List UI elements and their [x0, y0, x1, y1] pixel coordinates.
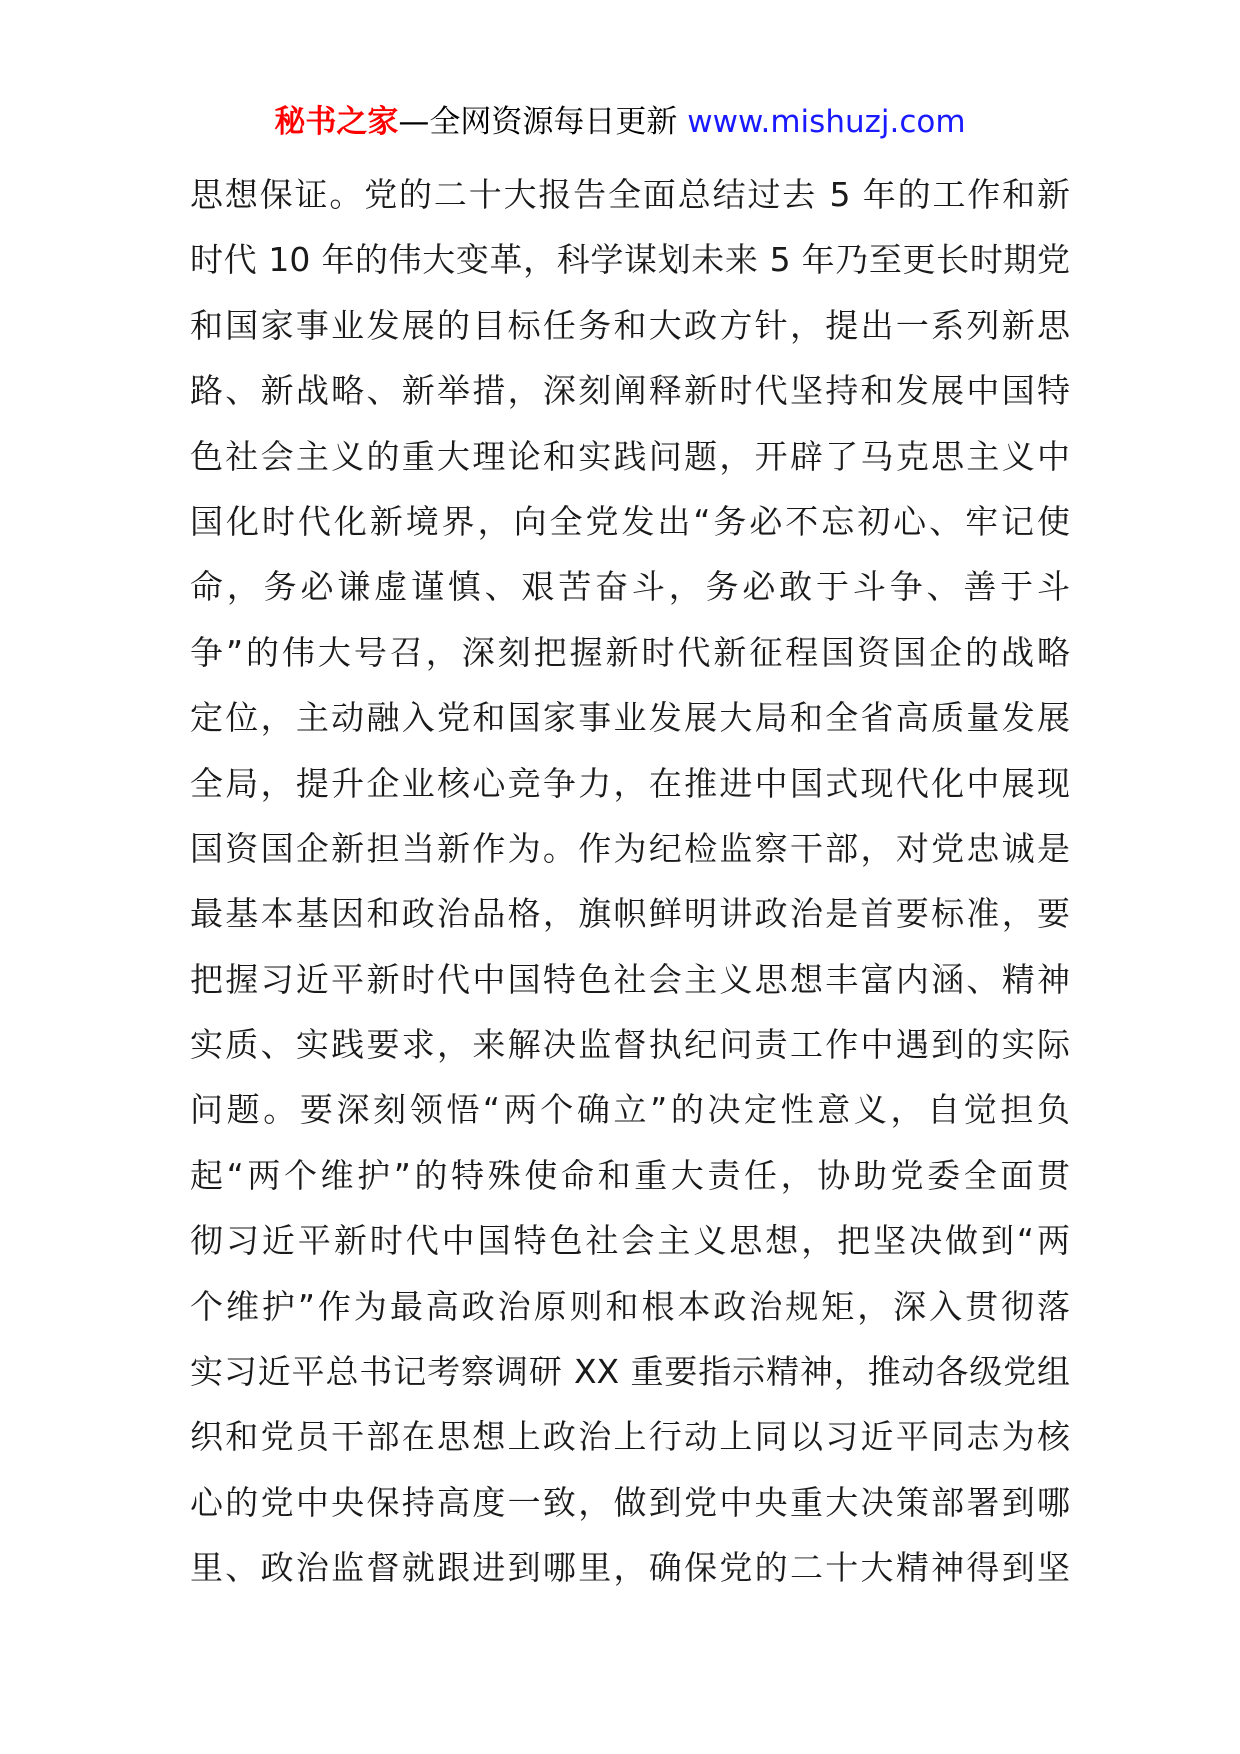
body-text-line: 和国家事业发展的目标任务和大政方针，提出一系列新思 — [190, 305, 1070, 345]
body-text-line: 色社会主义的重大理论和实践问题，开辟了马克思主义中 — [190, 436, 1070, 476]
body-text-line: 织和党员干部在思想上政治上行动上同以习近平同志为核 — [190, 1417, 1070, 1457]
body-text-line: 彻习近平新时代中国特色社会主义思想，把坚决做到“两 — [190, 1221, 1070, 1261]
body-text-line: 实习近平总书记考察调研 XX 重要指示精神，推动各级党组 — [190, 1352, 1070, 1392]
body-text-line: 把握习近平新时代中国特色社会主义思想丰富内涵、精神 — [190, 959, 1070, 999]
body-text-line: 起“两个维护”的特殊使命和重大责任，协助党委全面贯 — [190, 1155, 1070, 1195]
body-text-line: 命，务必谦虚谨慎、艰苦奋斗，务必敢于斗争、善于斗 — [190, 567, 1070, 607]
body-text-line: 全局，提升企业核心竞争力，在推进中国式现代化中展现 — [190, 763, 1070, 803]
document-body — [190, 162, 1070, 1601]
body-text-line: 国资国企新担当新作为。作为纪检监察干部，对党忠诚是 — [190, 828, 1070, 868]
header-tagline: —全网资源每日更新 — [398, 104, 688, 140]
body-text-line: 争”的伟大号召，深刻把握新时代新征程国资国企的战略 — [190, 632, 1070, 672]
body-text-line: 实质、实践要求，来解决监督执纪问责工作中遇到的实际 — [190, 1025, 1070, 1065]
body-text-line: 最基本基因和政治品格，旗帜鲜明讲政治是首要标准，要 — [190, 894, 1070, 934]
page-header — [0, 100, 1240, 144]
body-text-line: 国化时代化新境界，向全党发出“务必不忘初心、牢记使 — [190, 501, 1070, 541]
body-text-line: 时代 10 年的伟大变革，科学谋划未来 5 年乃至更长时期党 — [190, 240, 1070, 280]
body-text-line: 路、新战略、新举措，深刻阐释新时代坚持和发展中国特 — [190, 371, 1070, 411]
site-url-link[interactable]: www.mishuzj.com — [687, 104, 966, 140]
body-text-line: 里、政治监督就跟进到哪里，确保党的二十大精神得到坚 — [190, 1548, 1070, 1588]
body-text-line: 心的党中央保持高度一致，做到党中央重大决策部署到哪 — [190, 1482, 1070, 1522]
body-text-line: 定位，主动融入党和国家事业发展大局和全省高质量发展 — [190, 698, 1070, 738]
brand-name: 秘书之家 — [274, 104, 399, 140]
body-text-line: 问题。要深刻领悟“两个确立”的决定性意义，自觉担负 — [190, 1090, 1070, 1130]
body-text-line: 思想保证。党的二十大报告全面总结过去 5 年的工作和新 — [190, 175, 1070, 214]
body-text-line: 个维护”作为最高政治原则和根本政治规矩，深入贯彻落 — [190, 1286, 1070, 1326]
